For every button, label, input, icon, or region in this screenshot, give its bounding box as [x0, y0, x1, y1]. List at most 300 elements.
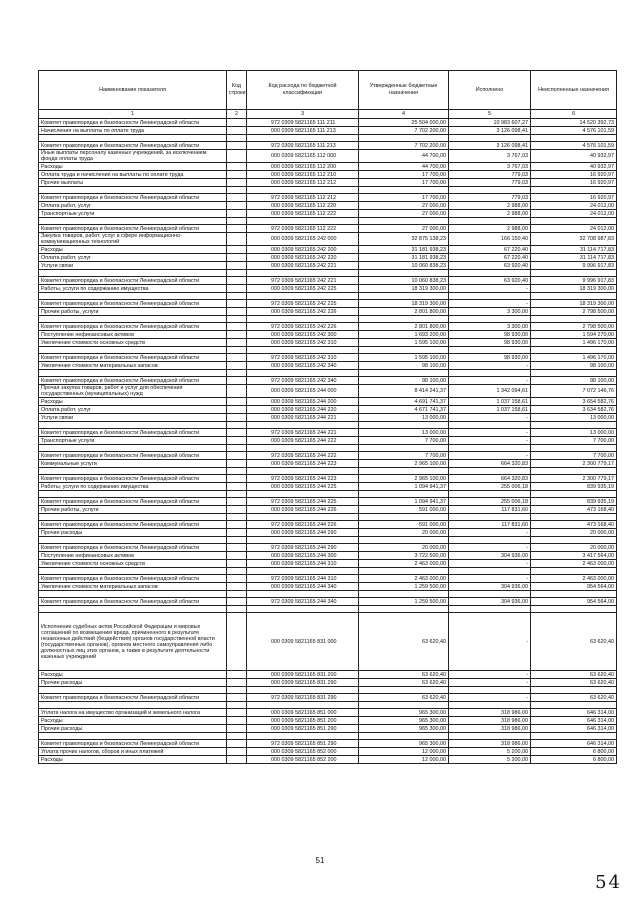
- unexecuted-amount-cell: 63 620,40: [531, 613, 617, 671]
- empty-cell: [359, 537, 449, 544]
- table-row: [39, 300, 617, 308]
- unexecuted-amount-cell: 98 100,00: [531, 362, 617, 370]
- line-code-cell: [227, 254, 247, 262]
- empty-cell: [531, 445, 617, 452]
- budget-classification-code-cell: 972 0309 5821165 244 221: [247, 429, 359, 437]
- approved-amount-cell: 13 000,00: [359, 429, 449, 437]
- empty-cell: [39, 316, 227, 323]
- line-code-cell: [227, 575, 247, 583]
- line-code-cell: [227, 598, 247, 606]
- empty-cell: [531, 218, 617, 225]
- empty-cell: [39, 491, 227, 498]
- unexecuted-amount-cell: 9 996 917,83: [531, 277, 617, 285]
- indicator-name-cell: Расходы: [39, 246, 227, 254]
- approved-amount-cell: 2 801 800,00: [359, 308, 449, 316]
- line-code-cell: [227, 694, 247, 702]
- unexecuted-amount-cell: 1 496 170,00: [531, 339, 617, 347]
- empty-cell: [227, 491, 247, 498]
- table-row: [39, 529, 617, 537]
- approved-amount-cell: 4 671 741,37: [359, 406, 449, 414]
- empty-cell: [531, 187, 617, 194]
- table-row: [39, 254, 617, 262]
- unexecuted-amount-cell: 31 114 717,83: [531, 254, 617, 262]
- budget-classification-code-cell: 972 0309 5821165 244 290: [247, 544, 359, 552]
- empty-cell: [531, 370, 617, 377]
- empty-cell: [531, 606, 617, 613]
- empty-cell: [531, 135, 617, 142]
- executed-amount-cell: -: [449, 414, 531, 422]
- unexecuted-amount-cell: 3 634 582,76: [531, 406, 617, 414]
- budget-classification-code-cell: 000 0309 5821165 244 290: [247, 529, 359, 537]
- table-row: [39, 598, 617, 606]
- unexecuted-amount-cell: 646 314,00: [531, 725, 617, 733]
- empty-cell: [359, 347, 449, 354]
- line-code-cell: [227, 323, 247, 331]
- table-row: [39, 225, 617, 233]
- unexecuted-amount-cell: 646 314,00: [531, 740, 617, 748]
- unexecuted-amount-cell: 32 708 987,83: [531, 233, 617, 246]
- executed-amount-cell: -: [449, 300, 531, 308]
- unexecuted-amount-cell: 18 319 300,00: [531, 300, 617, 308]
- executed-amount-cell: -: [449, 377, 531, 385]
- budget-classification-code-cell: 000 0309 5821165 242 225: [247, 285, 359, 293]
- empty-cell: [359, 514, 449, 521]
- empty-cell: [39, 687, 227, 694]
- indicator-name-cell: Коммунальные услуги: [39, 460, 227, 468]
- corner-page-mark: 54: [595, 872, 622, 893]
- line-code-cell: [227, 202, 247, 210]
- approved-amount-cell: 965 300,00: [359, 740, 449, 748]
- executed-amount-cell: -: [449, 362, 531, 370]
- line-code-cell: [227, 437, 247, 445]
- budget-classification-code-cell: 972 0309 5821165 244 222: [247, 452, 359, 460]
- empty-cell: [39, 187, 227, 194]
- column-number-row: [39, 110, 617, 119]
- unexecuted-amount-cell: 31 114 717,83: [531, 246, 617, 254]
- empty-cell: [449, 270, 531, 277]
- empty-cell: [359, 187, 449, 194]
- executed-amount-cell: 664 320,83: [449, 460, 531, 468]
- line-code-cell: [227, 748, 247, 756]
- executed-amount-cell: -: [449, 452, 531, 460]
- indicator-name-cell: Комитет правопорядка и безопасности Ленинградской области: [39, 598, 227, 606]
- unexecuted-amount-cell: 24 012,00: [531, 225, 617, 233]
- table-row: [39, 583, 617, 591]
- budget-classification-code-cell: 972 0309 5821165 244 223: [247, 475, 359, 483]
- empty-cell: [227, 445, 247, 452]
- executed-amount-cell: -: [449, 671, 531, 679]
- table-row: [39, 119, 617, 127]
- unexecuted-amount-cell: 7 700,00: [531, 452, 617, 460]
- empty-cell: [247, 270, 359, 277]
- budget-classification-code-cell: 000 0309 5821165 244 220: [247, 406, 359, 414]
- table-row: [39, 385, 617, 398]
- unexecuted-amount-cell: 63 620,40: [531, 679, 617, 687]
- indicator-name-cell: Комитет правопорядка и безопасности Ленинградской области: [39, 544, 227, 552]
- budget-classification-code-cell: 000 0309 5821165 851 000: [247, 709, 359, 717]
- table-row: [39, 414, 617, 422]
- empty-cell: [359, 218, 449, 225]
- empty-cell: [39, 591, 227, 598]
- unexecuted-amount-cell: 473 168,40: [531, 506, 617, 514]
- table-row: [39, 150, 617, 163]
- executed-amount-cell: 3 767,03: [449, 150, 531, 163]
- unexecuted-amount-cell: 954 564,00: [531, 583, 617, 591]
- executed-amount-cell: 304 936,00: [449, 598, 531, 606]
- line-code-cell: [227, 179, 247, 187]
- indicator-name-cell: Комитет правопорядка и безопасности Ленинградской области: [39, 225, 227, 233]
- approved-amount-cell: 1 259 500,00: [359, 583, 449, 591]
- empty-cell: [449, 422, 531, 429]
- unexecuted-amount-cell: 7 072 146,76: [531, 385, 617, 398]
- unexecuted-amount-cell: 6 800,00: [531, 756, 617, 764]
- unexecuted-amount-cell: 40 932,97: [531, 150, 617, 163]
- budget-classification-code-cell: 000 0309 5821165 852 000: [247, 748, 359, 756]
- empty-cell: [449, 591, 531, 598]
- indicator-name-cell: Расходы: [39, 398, 227, 406]
- unexecuted-amount-cell: 3 654 582,76: [531, 398, 617, 406]
- budget-classification-code-cell: 972 0309 5821165 244 310: [247, 575, 359, 583]
- unexecuted-amount-cell: 2 300 779,17: [531, 475, 617, 483]
- empty-cell: [359, 293, 449, 300]
- indicator-name-cell: Начисления на выплаты по оплате труда: [39, 127, 227, 135]
- empty-cell: [39, 135, 227, 142]
- indicator-name-cell: Комитет правопорядка и безопасности Ленинградской области: [39, 429, 227, 437]
- budget-classification-code-cell: 000 0309 5821165 242 221: [247, 262, 359, 270]
- approved-amount-cell: 13 000,00: [359, 414, 449, 422]
- spacer-row: [39, 606, 617, 613]
- indicator-name-cell: Прочие расходы: [39, 725, 227, 733]
- table-row: [39, 671, 617, 679]
- line-code-cell: [227, 552, 247, 560]
- empty-cell: [359, 491, 449, 498]
- approved-amount-cell: 17 700,00: [359, 171, 449, 179]
- executed-amount-cell: 1 037 158,61: [449, 406, 531, 414]
- empty-cell: [247, 316, 359, 323]
- approved-amount-cell: 591 000,00: [359, 506, 449, 514]
- budget-classification-code-cell: 000 0309 5821165 112 212: [247, 179, 359, 187]
- budget-classification-code-cell: 972 0309 5821165 851 290: [247, 740, 359, 748]
- table-row: [39, 694, 617, 702]
- unexecuted-amount-cell: 4 576 101,59: [531, 127, 617, 135]
- indicator-name-cell: Комитет правопорядка и безопасности Ленинградской области: [39, 475, 227, 483]
- indicator-name-cell: Расходы: [39, 717, 227, 725]
- unexecuted-amount-cell: 954 564,00: [531, 598, 617, 606]
- line-code-cell: [227, 377, 247, 385]
- table-row: [39, 354, 617, 362]
- budget-classification-code-cell: 972 0309 5821165 242 225: [247, 300, 359, 308]
- budget-classification-code-cell: 000 0309 5821165 112 200: [247, 163, 359, 171]
- empty-cell: [247, 733, 359, 740]
- unexecuted-amount-cell: 16 920,97: [531, 194, 617, 202]
- empty-cell: [449, 218, 531, 225]
- line-code-cell: [227, 498, 247, 506]
- approved-amount-cell: 25 504 000,00: [359, 119, 449, 127]
- empty-cell: [359, 422, 449, 429]
- line-code-cell: [227, 225, 247, 233]
- indicator-name-cell: Поступление нефинансовых активов: [39, 331, 227, 339]
- executed-amount-cell: 318 986,00: [449, 717, 531, 725]
- unexecuted-amount-cell: 6 800,00: [531, 748, 617, 756]
- budget-classification-code-cell: 000 0309 5821165 244 000: [247, 385, 359, 398]
- approved-amount-cell: 7 700,00: [359, 437, 449, 445]
- approved-amount-cell: 1 094 941,37: [359, 483, 449, 491]
- executed-amount-cell: -: [449, 694, 531, 702]
- approved-amount-cell: 965 300,00: [359, 717, 449, 725]
- approved-amount-cell: 44 700,00: [359, 150, 449, 163]
- indicator-name-cell: Комитет правопорядка и безопасности Ленинградской области: [39, 354, 227, 362]
- indicator-name-cell: Прочие выплаты: [39, 179, 227, 187]
- table-row: [39, 483, 617, 491]
- executed-amount-cell: -: [449, 429, 531, 437]
- line-code-cell: [227, 246, 247, 254]
- table-row: [39, 171, 617, 179]
- table-row: [39, 552, 617, 560]
- indicator-name-cell: Прочие работы, услуги: [39, 506, 227, 514]
- unexecuted-amount-cell: 24 012,00: [531, 202, 617, 210]
- unexecuted-amount-cell: 646 314,00: [531, 709, 617, 717]
- indicator-name-cell: Транспортные услуги: [39, 210, 227, 218]
- table-row: [39, 506, 617, 514]
- empty-cell: [359, 606, 449, 613]
- approved-amount-cell: 3 722 500,00: [359, 552, 449, 560]
- header-row: [39, 71, 617, 110]
- indicator-name-cell: Расходы: [39, 163, 227, 171]
- indicator-name-cell: Уплата прочих налогов, сборов и иных платежей: [39, 748, 227, 756]
- empty-cell: [247, 537, 359, 544]
- line-code-cell: [227, 613, 247, 671]
- table-row: [39, 377, 617, 385]
- empty-cell: [449, 514, 531, 521]
- line-code-cell: [227, 339, 247, 347]
- spacer-row: [39, 445, 617, 452]
- budget-classification-code-cell: 972 0309 5821165 111 211: [247, 119, 359, 127]
- budget-classification-code-cell: 972 0309 5821165 112 212: [247, 194, 359, 202]
- empty-cell: [227, 270, 247, 277]
- unexecuted-amount-cell: 2 463 000,00: [531, 575, 617, 583]
- approved-amount-cell: 20 000,00: [359, 544, 449, 552]
- line-code-cell: [227, 460, 247, 468]
- approved-amount-cell: 10 060 838,23: [359, 277, 449, 285]
- approved-amount-cell: 18 319 300,00: [359, 285, 449, 293]
- executed-amount-cell: 98 930,00: [449, 331, 531, 339]
- table-row: [39, 460, 617, 468]
- executed-amount-cell: 117 831,60: [449, 521, 531, 529]
- empty-cell: [39, 270, 227, 277]
- empty-cell: [39, 702, 227, 709]
- empty-cell: [247, 135, 359, 142]
- empty-cell: [247, 187, 359, 194]
- table-row: [39, 748, 617, 756]
- unexecuted-amount-cell: 646 314,00: [531, 717, 617, 725]
- executed-amount-cell: 779,03: [449, 194, 531, 202]
- empty-cell: [359, 702, 449, 709]
- header-unexecuted-amount: Неисполненные назначения: [531, 71, 617, 110]
- line-code-cell: [227, 725, 247, 733]
- line-code-cell: [227, 308, 247, 316]
- indicator-name-cell: Комитет правопорядка и безопасности Ленинградской области: [39, 521, 227, 529]
- budget-classification-code-cell: 000 0309 5821165 244 300: [247, 552, 359, 560]
- budget-classification-code-cell: 972 0309 5821165 244 226: [247, 521, 359, 529]
- budget-classification-code-cell: 000 0309 5821165 244 200: [247, 398, 359, 406]
- empty-cell: [227, 514, 247, 521]
- line-code-cell: [227, 171, 247, 179]
- indicator-name-cell: Транспортные услуги: [39, 437, 227, 445]
- indicator-name-cell: Комитет правопорядка и безопасности Ленинградской области: [39, 377, 227, 385]
- approved-amount-cell: 17 700,00: [359, 179, 449, 187]
- column-number: 4: [359, 110, 449, 119]
- empty-cell: [247, 568, 359, 575]
- empty-cell: [449, 445, 531, 452]
- spacer-row: [39, 568, 617, 575]
- expenditure-table: [38, 70, 617, 764]
- header-line-code: Код строки: [227, 71, 247, 110]
- table-row: [39, 142, 617, 150]
- budget-classification-code-cell: 972 0309 5821165 244 225: [247, 498, 359, 506]
- line-code-cell: [227, 483, 247, 491]
- empty-cell: [227, 347, 247, 354]
- empty-cell: [39, 537, 227, 544]
- budget-classification-code-cell: 972 0309 5821165 242 310: [247, 354, 359, 362]
- approved-amount-cell: 98 100,00: [359, 377, 449, 385]
- unexecuted-amount-cell: 2 798 500,00: [531, 323, 617, 331]
- executed-amount-cell: 2 988,00: [449, 210, 531, 218]
- unexecuted-amount-cell: 2 798 500,00: [531, 308, 617, 316]
- table-row: [39, 233, 617, 246]
- empty-cell: [247, 422, 359, 429]
- budget-classification-code-cell: 972 0309 5821165 242 226: [247, 323, 359, 331]
- line-code-cell: [227, 475, 247, 483]
- unexecuted-amount-cell: 1 594 270,00: [531, 331, 617, 339]
- line-code-cell: [227, 406, 247, 414]
- executed-amount-cell: -: [449, 529, 531, 537]
- empty-cell: [531, 733, 617, 740]
- executed-amount-cell: 10 983 607,27: [449, 119, 531, 127]
- budget-classification-code-cell: 000 0309 5821165 242 200: [247, 246, 359, 254]
- spacer-row: [39, 270, 617, 277]
- empty-cell: [227, 702, 247, 709]
- budget-classification-code-cell: 972 0309 5821165 111 213: [247, 142, 359, 150]
- unexecuted-amount-cell: 24 012,00: [531, 210, 617, 218]
- budget-classification-code-cell: 000 0309 5821165 242 310: [247, 339, 359, 347]
- empty-cell: [531, 537, 617, 544]
- approved-amount-cell: 1 259 500,00: [359, 598, 449, 606]
- empty-cell: [247, 591, 359, 598]
- approved-amount-cell: 4 691 741,37: [359, 398, 449, 406]
- budget-classification-code-cell: 000 0309 5821165 242 340: [247, 362, 359, 370]
- budget-classification-code-cell: 000 0309 5821165 244 223: [247, 460, 359, 468]
- table-row: [39, 725, 617, 733]
- approved-amount-cell: 12 000,00: [359, 756, 449, 764]
- empty-cell: [531, 270, 617, 277]
- approved-amount-cell: 1 094 941,37: [359, 498, 449, 506]
- unexecuted-amount-cell: 1 496 170,00: [531, 354, 617, 362]
- table-row: [39, 740, 617, 748]
- unexecuted-amount-cell: 2 463 000,00: [531, 560, 617, 568]
- spacer-row: [39, 702, 617, 709]
- empty-cell: [227, 733, 247, 740]
- indicator-name-cell: Увеличение стоимости материальных запасов: [39, 583, 227, 591]
- executed-amount-cell: 98 930,00: [449, 354, 531, 362]
- unexecuted-amount-cell: 13 000,00: [531, 429, 617, 437]
- empty-cell: [531, 293, 617, 300]
- empty-cell: [531, 491, 617, 498]
- table-row: [39, 475, 617, 483]
- approved-amount-cell: 2 965 100,00: [359, 475, 449, 483]
- line-code-cell: [227, 233, 247, 246]
- empty-cell: [449, 347, 531, 354]
- table-row: [39, 521, 617, 529]
- empty-cell: [39, 370, 227, 377]
- unexecuted-amount-cell: 20 000,00: [531, 544, 617, 552]
- indicator-name-cell: Комитет правопорядка и безопасности Ленинградской области: [39, 498, 227, 506]
- indicator-name-cell: Комитет правопорядка и безопасности Ленинградской области: [39, 323, 227, 331]
- column-number: 3: [247, 110, 359, 119]
- unexecuted-amount-cell: 18 319 300,00: [531, 285, 617, 293]
- unexecuted-amount-cell: 20 000,00: [531, 529, 617, 537]
- approved-amount-cell: 2 801 800,00: [359, 323, 449, 331]
- unexecuted-amount-cell: 16 920,97: [531, 171, 617, 179]
- budget-classification-code-cell: 000 0309 5821165 244 225: [247, 483, 359, 491]
- indicator-name-cell: Работы, услуги по содержанию имущества: [39, 285, 227, 293]
- line-code-cell: [227, 521, 247, 529]
- empty-cell: [449, 606, 531, 613]
- indicator-name-cell: Прочие расходы: [39, 679, 227, 687]
- table-row: [39, 246, 617, 254]
- approved-amount-cell: 27 000,00: [359, 225, 449, 233]
- empty-cell: [247, 445, 359, 452]
- indicator-name-cell: Оплата работ, услуг: [39, 202, 227, 210]
- line-code-cell: [227, 671, 247, 679]
- table-row: [39, 560, 617, 568]
- line-code-cell: [227, 194, 247, 202]
- approved-amount-cell: 7 702 200,00: [359, 142, 449, 150]
- empty-cell: [531, 347, 617, 354]
- empty-cell: [39, 293, 227, 300]
- budget-classification-code-cell: 000 0309 5821165 112 210: [247, 171, 359, 179]
- indicator-name-cell: Увеличение стоимости основных средств: [39, 560, 227, 568]
- table-row: [39, 127, 617, 135]
- empty-cell: [449, 293, 531, 300]
- executed-amount-cell: 63 920,40: [449, 262, 531, 270]
- empty-cell: [531, 591, 617, 598]
- empty-cell: [449, 491, 531, 498]
- table-row: [39, 709, 617, 717]
- empty-cell: [449, 687, 531, 694]
- spacer-row: [39, 218, 617, 225]
- approved-amount-cell: 591 000,00: [359, 521, 449, 529]
- approved-amount-cell: 31 181 938,23: [359, 246, 449, 254]
- spacer-row: [39, 537, 617, 544]
- empty-cell: [247, 491, 359, 498]
- executed-amount-cell: -: [449, 285, 531, 293]
- approved-amount-cell: 17 700,00: [359, 194, 449, 202]
- empty-cell: [227, 422, 247, 429]
- empty-cell: [531, 687, 617, 694]
- executed-amount-cell: 1 342 094,61: [449, 385, 531, 398]
- table-row: [39, 331, 617, 339]
- spacer-row: [39, 187, 617, 194]
- header-executed-amount: Исполнено: [449, 71, 531, 110]
- executed-amount-cell: 318 986,00: [449, 740, 531, 748]
- line-code-cell: [227, 285, 247, 293]
- budget-classification-code-cell: 000 0309 5821165 831 290: [247, 679, 359, 687]
- indicator-name-cell: Оплата работ, услуг: [39, 406, 227, 414]
- header-indicator-name: Наименование показателя: [39, 71, 227, 110]
- budget-classification-code-cell: 000 0309 5821165 244 226: [247, 506, 359, 514]
- indicator-name-cell: Комитет правопорядка и безопасности Ленинградской области: [39, 142, 227, 150]
- empty-cell: [531, 514, 617, 521]
